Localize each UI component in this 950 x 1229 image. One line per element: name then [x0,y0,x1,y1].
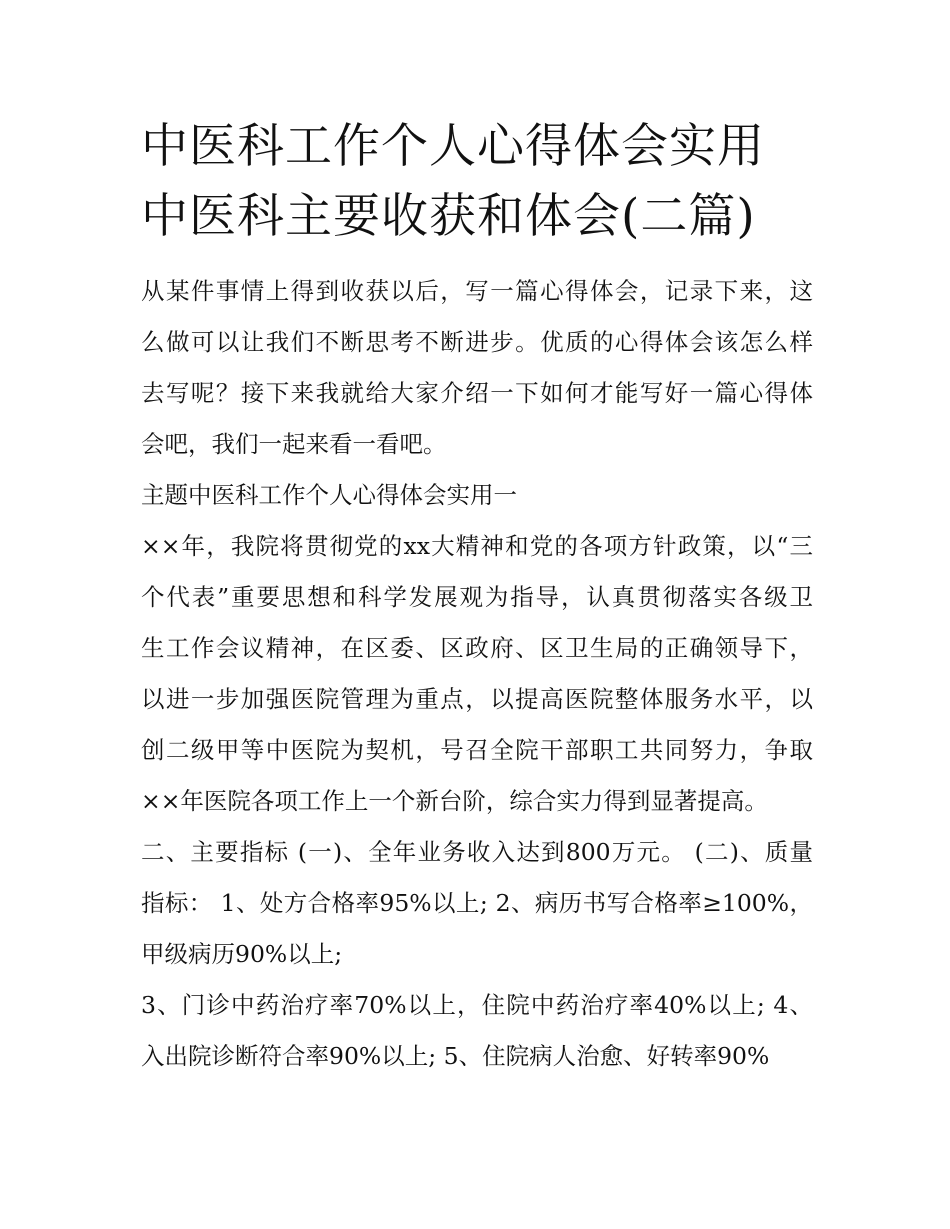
body-line: 创二级甲等中医院为契机，号召全院干部职工共同努力，争取 [141,736,813,764]
document-page [141,112,813,1082]
body-line: 生工作会议精神，在区委、区政府、区卫生局的正确领导下， [141,634,813,662]
intro-paragraph [141,266,813,470]
indicator-line: 二、主要指标 (一)、全年业务收入达到800万元。 (二)、质量 [141,838,813,866]
body-line: 个代表”重要思想和科学发展观为指导，认真贯彻落实各级卫 [141,583,813,611]
body-line: 以进一步加强医院管理为重点，以提高医院整体服务水平，以 [141,685,813,713]
body-line: ××年，我院将贯彻党的xx大精神和党的各项方针政策，以“三 [141,532,813,560]
intro-line: 去写呢？接下来我就给大家介绍一下如何才能写好一篇心得体 [141,379,813,407]
body-paragraph [141,521,813,827]
intro-line: 会吧，我们一起来看一看吧。 [141,430,447,458]
indicator-line: 甲级病历90%以上; [141,940,343,968]
title-line-2: 中医科主要收获和体会(二篇) [141,189,756,244]
body-line: ××年医院各项工作上一个新台阶，综合实力得到显著提高。 [141,787,768,815]
intro-line: 从某件事情上得到收获以后，写一篇心得体会，记录下来，这 [141,277,813,305]
document-title [141,112,813,252]
indicator-line: 指标： 1、处方合格率95%以上; 2、病历书写合格率≥100%， [141,889,813,917]
indicators-paragraph-2 [141,980,813,1082]
section-subtitle [141,470,813,521]
intro-line: 么做可以让我们不断思考不断进步。优质的心得体会该怎么样 [141,328,813,356]
indicators-paragraph [141,827,813,980]
indicator-line: 3、门诊中药治疗率70%以上，住院中药治疗率40%以上; 4、 [141,991,813,1019]
subtitle-line: 主题中医科工作个人心得体会实用一 [141,481,517,509]
indicator-line: 入出院诊断符合率90%以上; 5、住院病人治愈、好转率90% [141,1042,770,1070]
title-line-1: 中医科工作个人心得体会实用 [141,119,765,174]
